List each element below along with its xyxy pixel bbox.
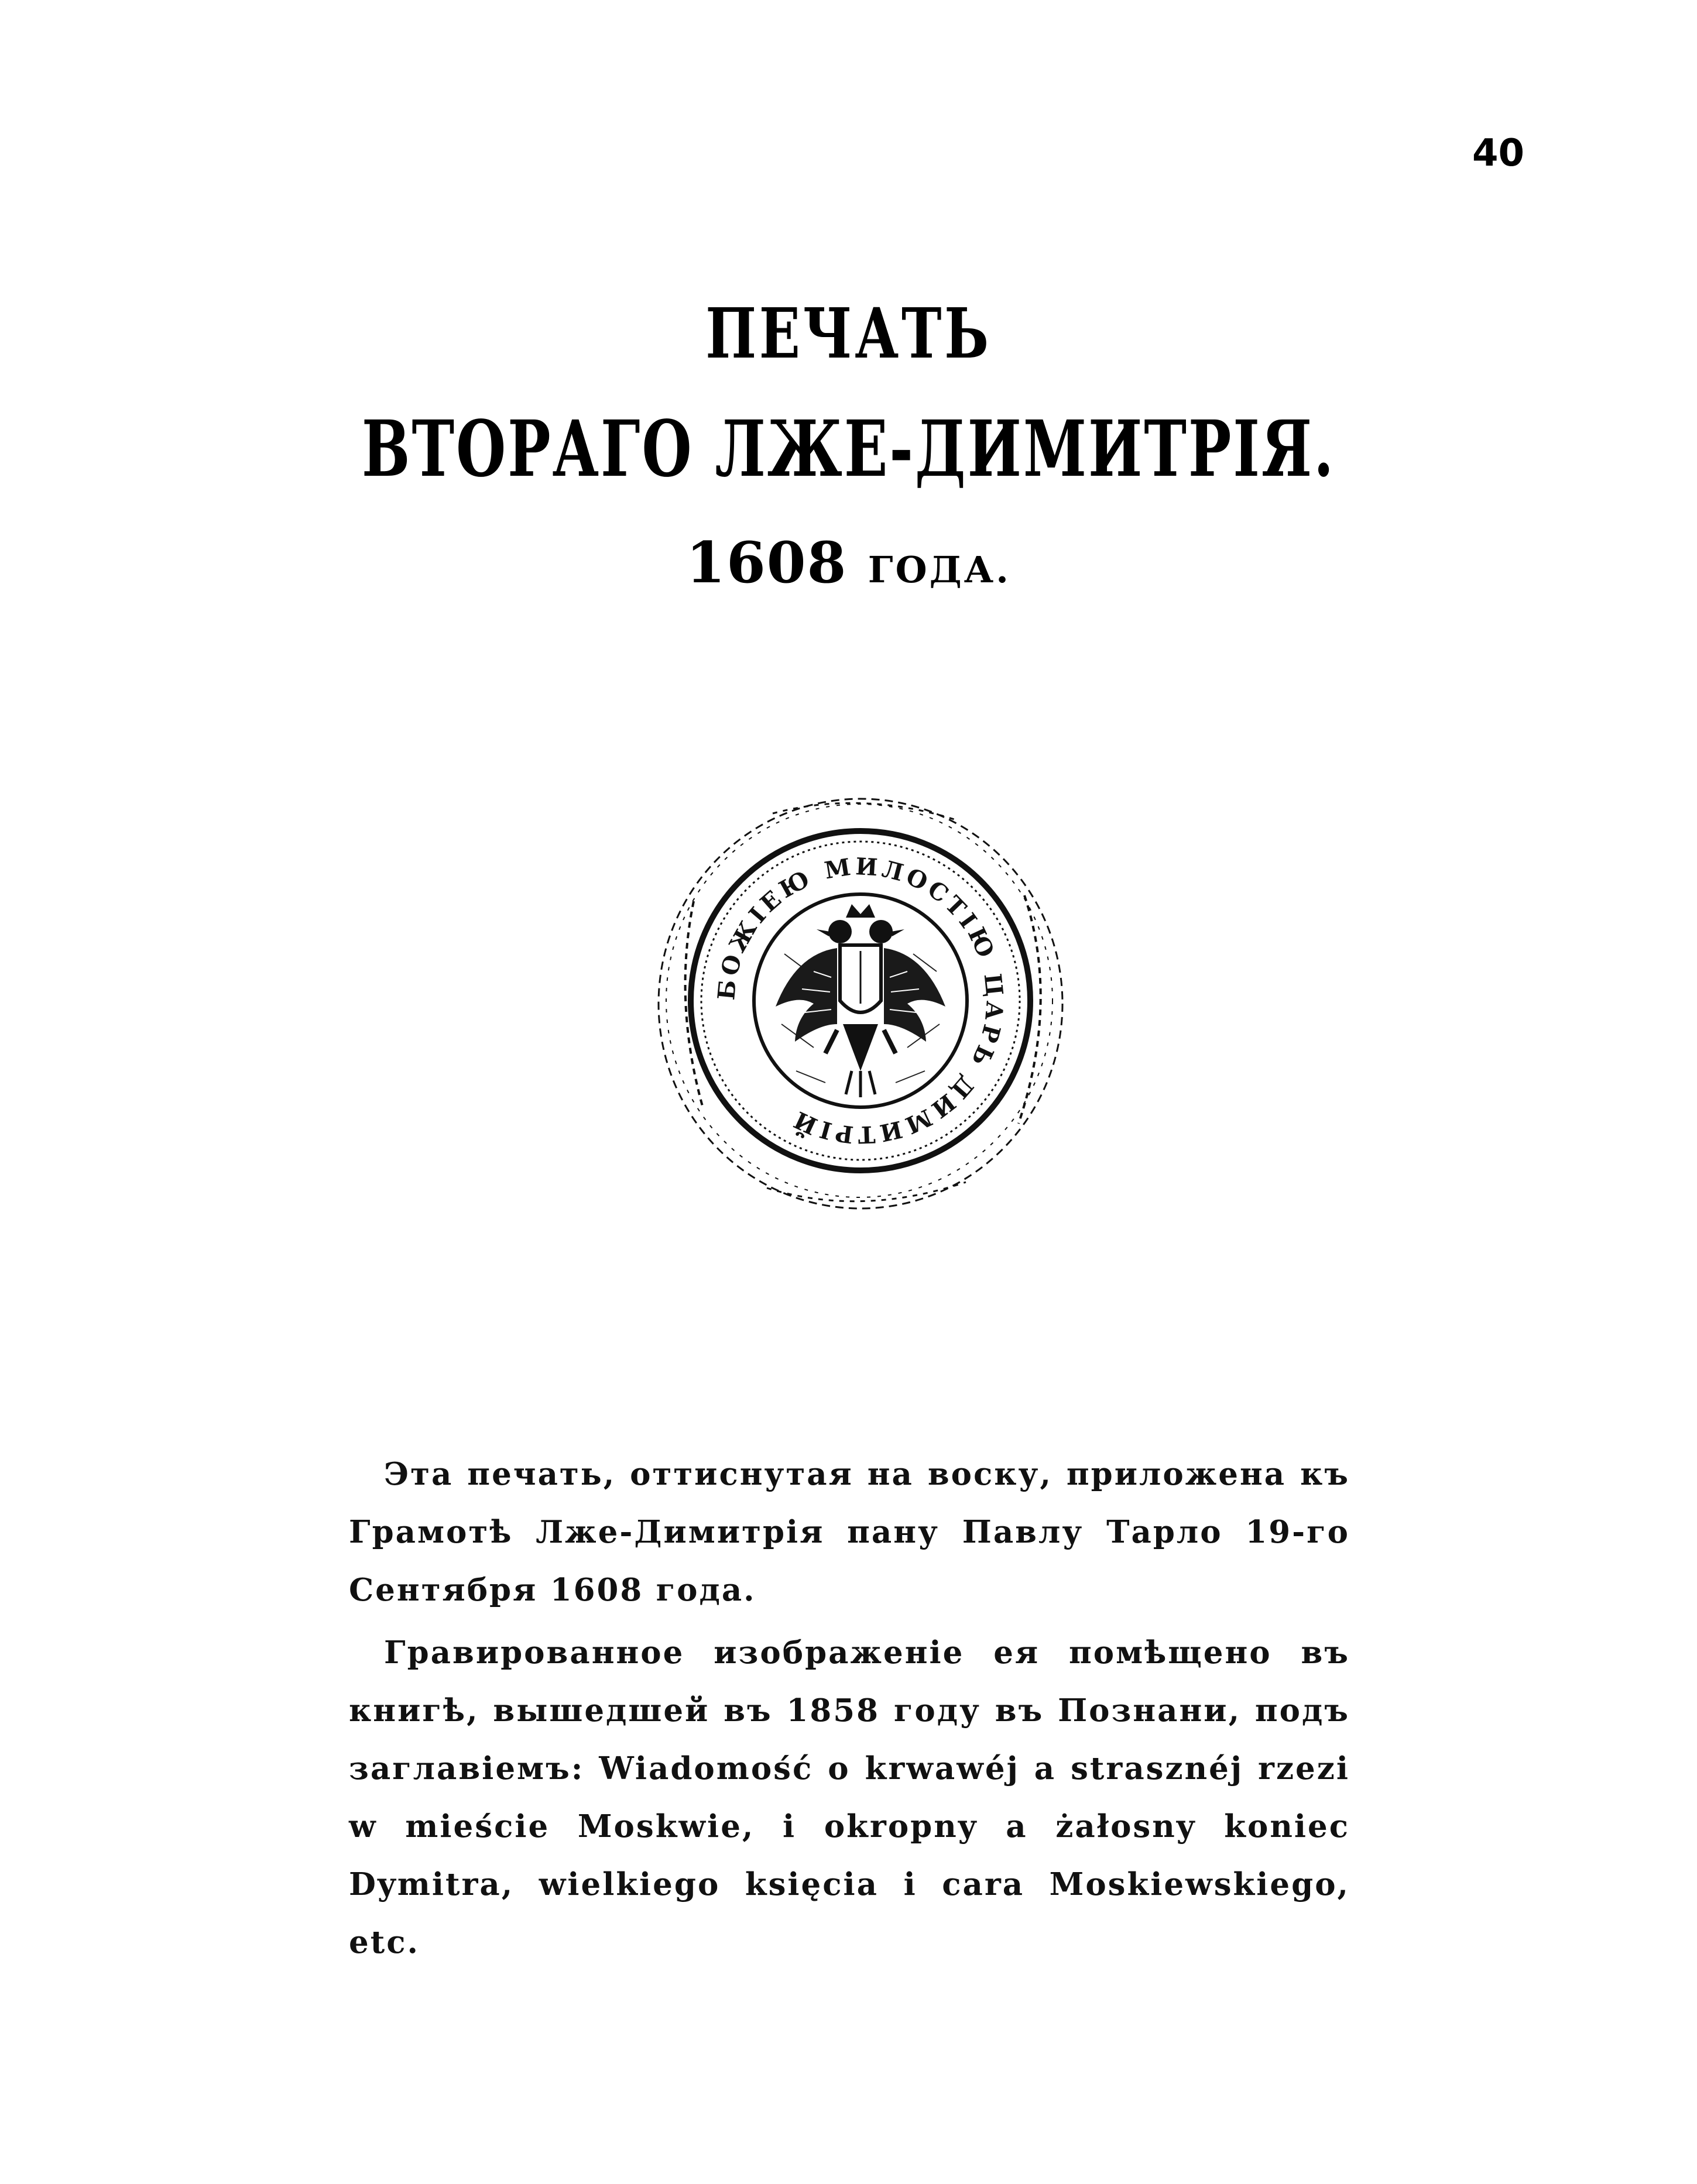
title-line-1: ПЕЧАТЬ [705, 293, 992, 374]
double-headed-eagle-icon [776, 904, 945, 1097]
description-paragraph-1: Эта печать, оттиснутая на воску, приложена къ Грамотѣ Лже-Димитрія пану Павлу Тарло 19-го Сентября 1608 года. [349, 1456, 1350, 1608]
seal-inscription: БОЖІЕЮ МИЛОСТІЮ ЦАРЬ ДИМИТРІЙ [712, 853, 1009, 1149]
title-year-suffix: ГОДА. [868, 548, 1011, 591]
title-year-line [0, 530, 1697, 596]
wax-seal-icon [638, 778, 1083, 1223]
page-number: 40 [1472, 132, 1524, 175]
seal-illustration [638, 778, 1083, 1223]
title-line-2: ВТОРАГО ЛЖЕ-ДИМИТРІЯ. [361, 404, 1336, 495]
description-text [349, 1445, 1350, 1976]
title-year: 1608 [686, 530, 848, 596]
description-paragraph-2: Гравированное изображеніе ея помѣщено въ книгѣ, вышедшей въ 1858 году въ Познани, подъ заглавіемъ: Wiadomość o krwawéj a strasznéj rzezi w mieście Moskwie, i okropny a żałosny koniec Dymitra, wielkiego księcia i cara Moskiewskiego, etc. [349, 1634, 1350, 1960]
